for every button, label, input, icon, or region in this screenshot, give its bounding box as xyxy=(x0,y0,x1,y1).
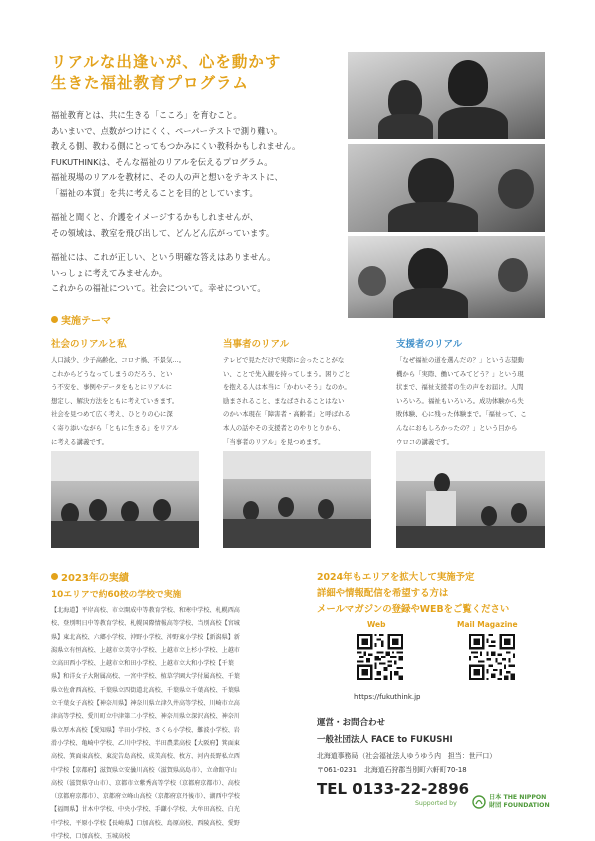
intro-paragraph-3 xyxy=(51,250,336,297)
intro-line: いっしょに考えてみませんか。 xyxy=(51,267,168,278)
theme-line: く寄り添いながら「ともに生きる」をリアル xyxy=(51,423,179,432)
school-list-line: 県立厚木高校【愛知県】半田小学校、さくら小学校、難波小学校、岩 xyxy=(51,726,240,734)
theme-line: 機から「実際、働いてみてどう？」という現 xyxy=(396,369,524,378)
intro-text xyxy=(51,108,336,306)
intro-paragraph-1 xyxy=(51,108,336,201)
intro-line: 福祉と聞くと、介護をイメージするかもしれませんが、 xyxy=(51,212,259,222)
school-list-line: 高校、箕面東高校、東淀告島高校、成美高校、枚方、河内長野私立西 xyxy=(51,753,240,761)
theme-line: テレビで見ただけで実際に会ったことがな xyxy=(223,356,345,364)
supported-by-label: Supported by xyxy=(415,800,457,807)
contact-organization: 一般社団法人 FACE to FUKUSHI xyxy=(317,735,453,745)
theme-line: い、ことで先入観を持ってしまう。困りごと xyxy=(223,369,351,378)
theme-2-title: 当事者のリアル xyxy=(223,339,290,350)
theme-line: 励まされること、まなばされることはない xyxy=(223,396,345,405)
intro-line: その領域は、教室を飛び出して、どんどん広がっています。 xyxy=(51,227,275,238)
theme-line: 状まで、福祉支援者の生の声をお届け。人間 xyxy=(396,383,524,392)
web-qr-label: Web xyxy=(367,620,386,629)
theme-line: 人口減少、少子高齢化、コロナ禍、不景気…。 xyxy=(51,356,186,364)
school-list-line: 県】東北高校、六郷小学校、沖野小学校、沖野東小学校【新潟県】新 xyxy=(51,633,240,641)
intro-line: あいまいで、点数がつけにくく、ペーパーテストで測り難い。 xyxy=(51,125,283,136)
school-list-line: 立高田西小学校、上越市立和田小学校、上越市立大和小学校【千葉 xyxy=(51,660,234,668)
theme-line: に考える講義です。 xyxy=(51,437,109,446)
web-qr-code-icon[interactable] xyxy=(357,634,403,680)
theme-line: 敗体験、心に残った体験まで。「福祉って、こ xyxy=(396,410,527,419)
theme-line: のかい本現在「障害者・高齢者」と呼ばれる xyxy=(223,410,351,419)
intro-line: これからの福祉について。社会について。幸せについて。 xyxy=(51,283,266,293)
title-line-2: 生きた福祉教育プログラム xyxy=(51,74,249,92)
school-list-line: 立千葉女子高校【神奈川県】神奈川県立津久井高等学校、川崎市立高 xyxy=(51,700,240,708)
intro-line: 教える側、教わる側にとってもつかみにくい教科かもしれません。 xyxy=(51,141,301,151)
school-list-line: 【北海道】平岸高校、市立開成中等教育学校、和寒中学校、札幌西高 xyxy=(51,607,240,614)
school-list-line: 中学校、口加高校、玉城高校 xyxy=(51,833,131,841)
students-photo-1 xyxy=(348,52,545,139)
intro-line: 福祉教育とは、共に生きる「こころ」を育むこと。 xyxy=(51,110,242,120)
classroom-photo-3 xyxy=(396,451,545,548)
theme-line: んなにおもしろかったの？」という目から xyxy=(396,423,518,432)
intro-line: 「福祉の本質」を共に考えることを目的としています。 xyxy=(51,187,258,198)
intro-line: 福祉現場のリアルを教材に、その人の声と想いをテキストに、 xyxy=(51,172,283,182)
school-list xyxy=(51,604,316,841)
theme-line: う不安を、事例やデータをもとにリアルに xyxy=(51,383,173,392)
contact-phone[interactable]: TEL 0133-22-2896 xyxy=(317,780,470,798)
results-subheading: 10エリアで約60校の学校で実施 xyxy=(51,590,182,600)
school-list-line: 潟県立有恒高校、上越市立美守小学校、上越市立上杉小学校、上越市 xyxy=(51,646,240,654)
school-list-line: 高校（滋賀県守山市）、京都市立紫秀高等学校（京都府京都市）、高校 xyxy=(51,779,240,787)
themes-heading-text: 実施テーマ xyxy=(61,316,111,327)
students-photo-3 xyxy=(348,236,545,318)
theme-line: ウロコの講義です。 xyxy=(396,437,454,446)
future-line-2: 詳細や情報配信を希望する方は xyxy=(317,588,449,599)
bullet-dot-icon xyxy=(51,573,58,580)
theme-1-body xyxy=(51,354,211,449)
mail-qr-code-icon[interactable] xyxy=(469,634,515,680)
results-heading xyxy=(51,569,129,584)
contact-address: 〒061-0231 北海道石狩郡当別町六軒町70-18 xyxy=(317,766,467,774)
themes-heading xyxy=(51,312,111,327)
contact-office: 北海道事務局（社会福祉法人ゆうゆう内 担当：世戸口） xyxy=(317,752,497,760)
students-photo-2 xyxy=(348,144,545,232)
theme-1-title: 社会のリアルと私 xyxy=(51,339,127,350)
intro-paragraph-2 xyxy=(51,210,336,241)
theme-3-title: 支援者のリアル xyxy=(396,339,463,350)
sponsor-name-line-2: 財団 FOUNDATION xyxy=(489,802,550,809)
future-line-1: 2024年もエリアを拡大して実施予定 xyxy=(317,572,475,583)
theme-line: いろいろ。福祉もいろいろ。成功体験から失 xyxy=(396,396,524,405)
theme-line: 社会を見つめて広く考え、ひとりの心に深 xyxy=(51,410,173,419)
bullet-dot-icon xyxy=(51,316,58,323)
school-list-line: 滑小学校、亀崎中学校、乙川中学校、半田農業高校【大阪府】箕面東 xyxy=(51,739,240,747)
school-list-line: （京都府京都市）、京都府立峰山高校（京都府京丹後市）、湖西中学校 xyxy=(51,793,240,801)
sponsor-name xyxy=(489,794,550,810)
school-list-line: 県】和洋女子大附属高校、一宮中学校、植草学園大学付属高校、千葉 xyxy=(51,673,240,681)
theme-line: 想定し、解決方法をともに考えていきます。 xyxy=(51,396,179,405)
intro-line: FUKUTHINKは、そんな福祉のリアルを伝えるプログラム。 xyxy=(51,156,273,167)
contact-heading: 運営・お問合わせ xyxy=(317,718,386,728)
intro-line: 福祉には、これが正しい、という明確な答えはありません。 xyxy=(51,252,276,262)
nippon-foundation-logo-icon xyxy=(472,794,486,808)
school-list-line: 【福岡県】甘木中学校、中央小学校、手鎌小学校、大牟田高校、白光 xyxy=(51,806,240,814)
future-line-3: メールマガジンの登録やWEBをご覧ください xyxy=(317,604,510,615)
school-list-line: 県立佐倉西高校、千葉県立四街道北高校、千葉県立千葉高校、千葉県 xyxy=(51,686,240,694)
school-list-line: 校、登別明日中等教育学校、札幌国際情報高等学校、当別高校【宮城 xyxy=(51,620,240,628)
theme-line: 「なぜ福祉の道を選んだの？」という志望動 xyxy=(396,356,524,364)
theme-line: 「当事者のリアル」を見つめます。 xyxy=(223,437,325,446)
school-list-line: 津高等学校、愛川町立中津第二小学校、神奈川県立深沢高校、神奈川 xyxy=(51,713,240,721)
classroom-photo-2 xyxy=(223,451,371,548)
theme-line: 本人の話やその支援者とのやりとりから、 xyxy=(223,423,345,432)
title-line-1: リアルな出逢いが、心を動かす xyxy=(51,53,282,71)
theme-2-body xyxy=(223,354,383,449)
school-list-line: 中学校【京都府】滋賀県立安曇川高校（滋賀県高島市）、立命館守山 xyxy=(51,766,237,774)
results-heading-text: 2023年の実績 xyxy=(61,573,129,584)
school-list-line: 中学校、平原小学校【長崎県】口加高校、島原高校、西陵高校、愛野 xyxy=(51,819,240,827)
theme-3-body xyxy=(396,354,556,449)
mail-qr-label: Mail Magazine xyxy=(457,620,518,629)
sponsor-name-line-1: 日本 THE NIPPON xyxy=(489,794,547,801)
theme-line: を抱える人は本当に「かわいそう」なのか。 xyxy=(223,383,351,392)
theme-line: これからどうなってしまうのだろう、とい xyxy=(51,369,173,378)
classroom-photo-1 xyxy=(51,451,199,548)
website-url[interactable]: https://fukuthink.jp xyxy=(354,693,421,701)
